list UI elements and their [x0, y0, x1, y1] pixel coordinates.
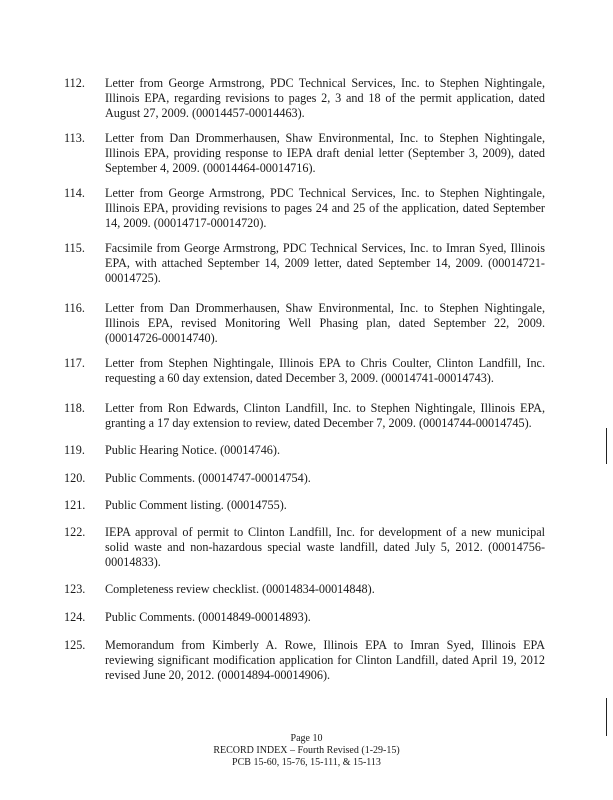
entry-number: 122.	[64, 525, 86, 539]
footer-case-numbers: PCB 15-60, 15-76, 15-111, & 15-113	[232, 757, 381, 768]
footer-page-number: Page 10	[290, 733, 323, 744]
entry-text: Public Comment listing. (00014755).	[105, 498, 287, 512]
entry-text: Public Comments. (00014747-00014754).	[105, 471, 311, 485]
entry-number: 114.	[64, 186, 85, 200]
scan-edge-mark	[606, 698, 607, 736]
entry-number: 118.	[64, 401, 85, 415]
entry-text: Letter from George Armstrong, PDC Technical Services, Inc. to Stephen Nightingale, Illinois EPA, providing revisions to pages 24 and 25 of the application, dated September 14, 2009. (00014717-00014720).	[105, 186, 545, 230]
entry-number: 125.	[64, 638, 86, 652]
entry-text: Letter from Dan Drommerhausen, Shaw Environmental, Inc. to Stephen Nightingale, Illinois EPA, revised Monitoring Well Phasing plan, dated September 22, 2009. (00014726-00014740).	[105, 301, 545, 345]
entry-number: 121.	[64, 498, 86, 512]
entry-text: Letter from Ron Edwards, Clinton Landfill, Inc. to Stephen Nightingale, Illinois EPA, granting a 17 day extension to review, dated December 7, 2009. (00014744-00014745).	[105, 401, 545, 430]
entry-number: 115.	[64, 241, 85, 255]
entry-text: Letter from Stephen Nightingale, Illinois EPA to Chris Coulter, Clinton Landfill, Inc. requesting a 60 day extension, dated December 3, 2009. (00014741-00014743).	[105, 356, 545, 385]
entry-number: 112.	[64, 76, 85, 90]
entry-text: Public Hearing Notice. (00014746).	[105, 443, 280, 457]
entry-text: Memorandum from Kimberly A. Rowe, Illinois EPA to Imran Syed, Illinois EPA reviewing significant modification application for Clinton Landfill, dated April 19, 2012 revised June 20, 2012. (00014894-00014906).	[105, 638, 545, 682]
entry-number: 123.	[64, 582, 86, 596]
entry-number: 124.	[64, 610, 86, 624]
entry-text: Letter from George Armstrong, PDC Technical Services, Inc. to Stephen Nightingale, Illinois EPA, regarding revisions to pages 2, 3 and 18 of the permit application, dated August 27, 2009. (00014457-00014463).	[105, 76, 545, 120]
scan-edge-mark	[606, 428, 607, 464]
entry-number: 116.	[64, 301, 85, 315]
entry-text: IEPA approval of permit to Clinton Landfill, Inc. for development of a new municipal solid waste and non-hazardous special waste landfill, dated July 5, 2012. (00014756-00014833).	[105, 525, 545, 569]
footer-record-index: RECORD INDEX – Fourth Revised (1-29-15)	[213, 745, 400, 756]
entry-text: Letter from Dan Drommerhausen, Shaw Environmental, Inc. to Stephen Nightingale, Illinois EPA, providing response to IEPA draft denial letter (September 3, 2009), dated September 4, 2009. (00014464-00014716).	[105, 131, 545, 175]
entry-number: 119.	[64, 443, 85, 457]
entry-text: Completeness review checklist. (00014834-00014848).	[105, 582, 375, 596]
entry-number: 120.	[64, 471, 86, 485]
entry-text: Facsimile from George Armstrong, PDC Technical Services, Inc. to Imran Syed, Illinois EPA, with attached September 14, 2009 letter, dated September 14, 2009. (00014721-00014725).	[105, 241, 545, 285]
entry-number: 117.	[64, 356, 85, 370]
entry-number: 113.	[64, 131, 85, 145]
entry-text: Public Comments. (00014849-00014893).	[105, 610, 311, 624]
